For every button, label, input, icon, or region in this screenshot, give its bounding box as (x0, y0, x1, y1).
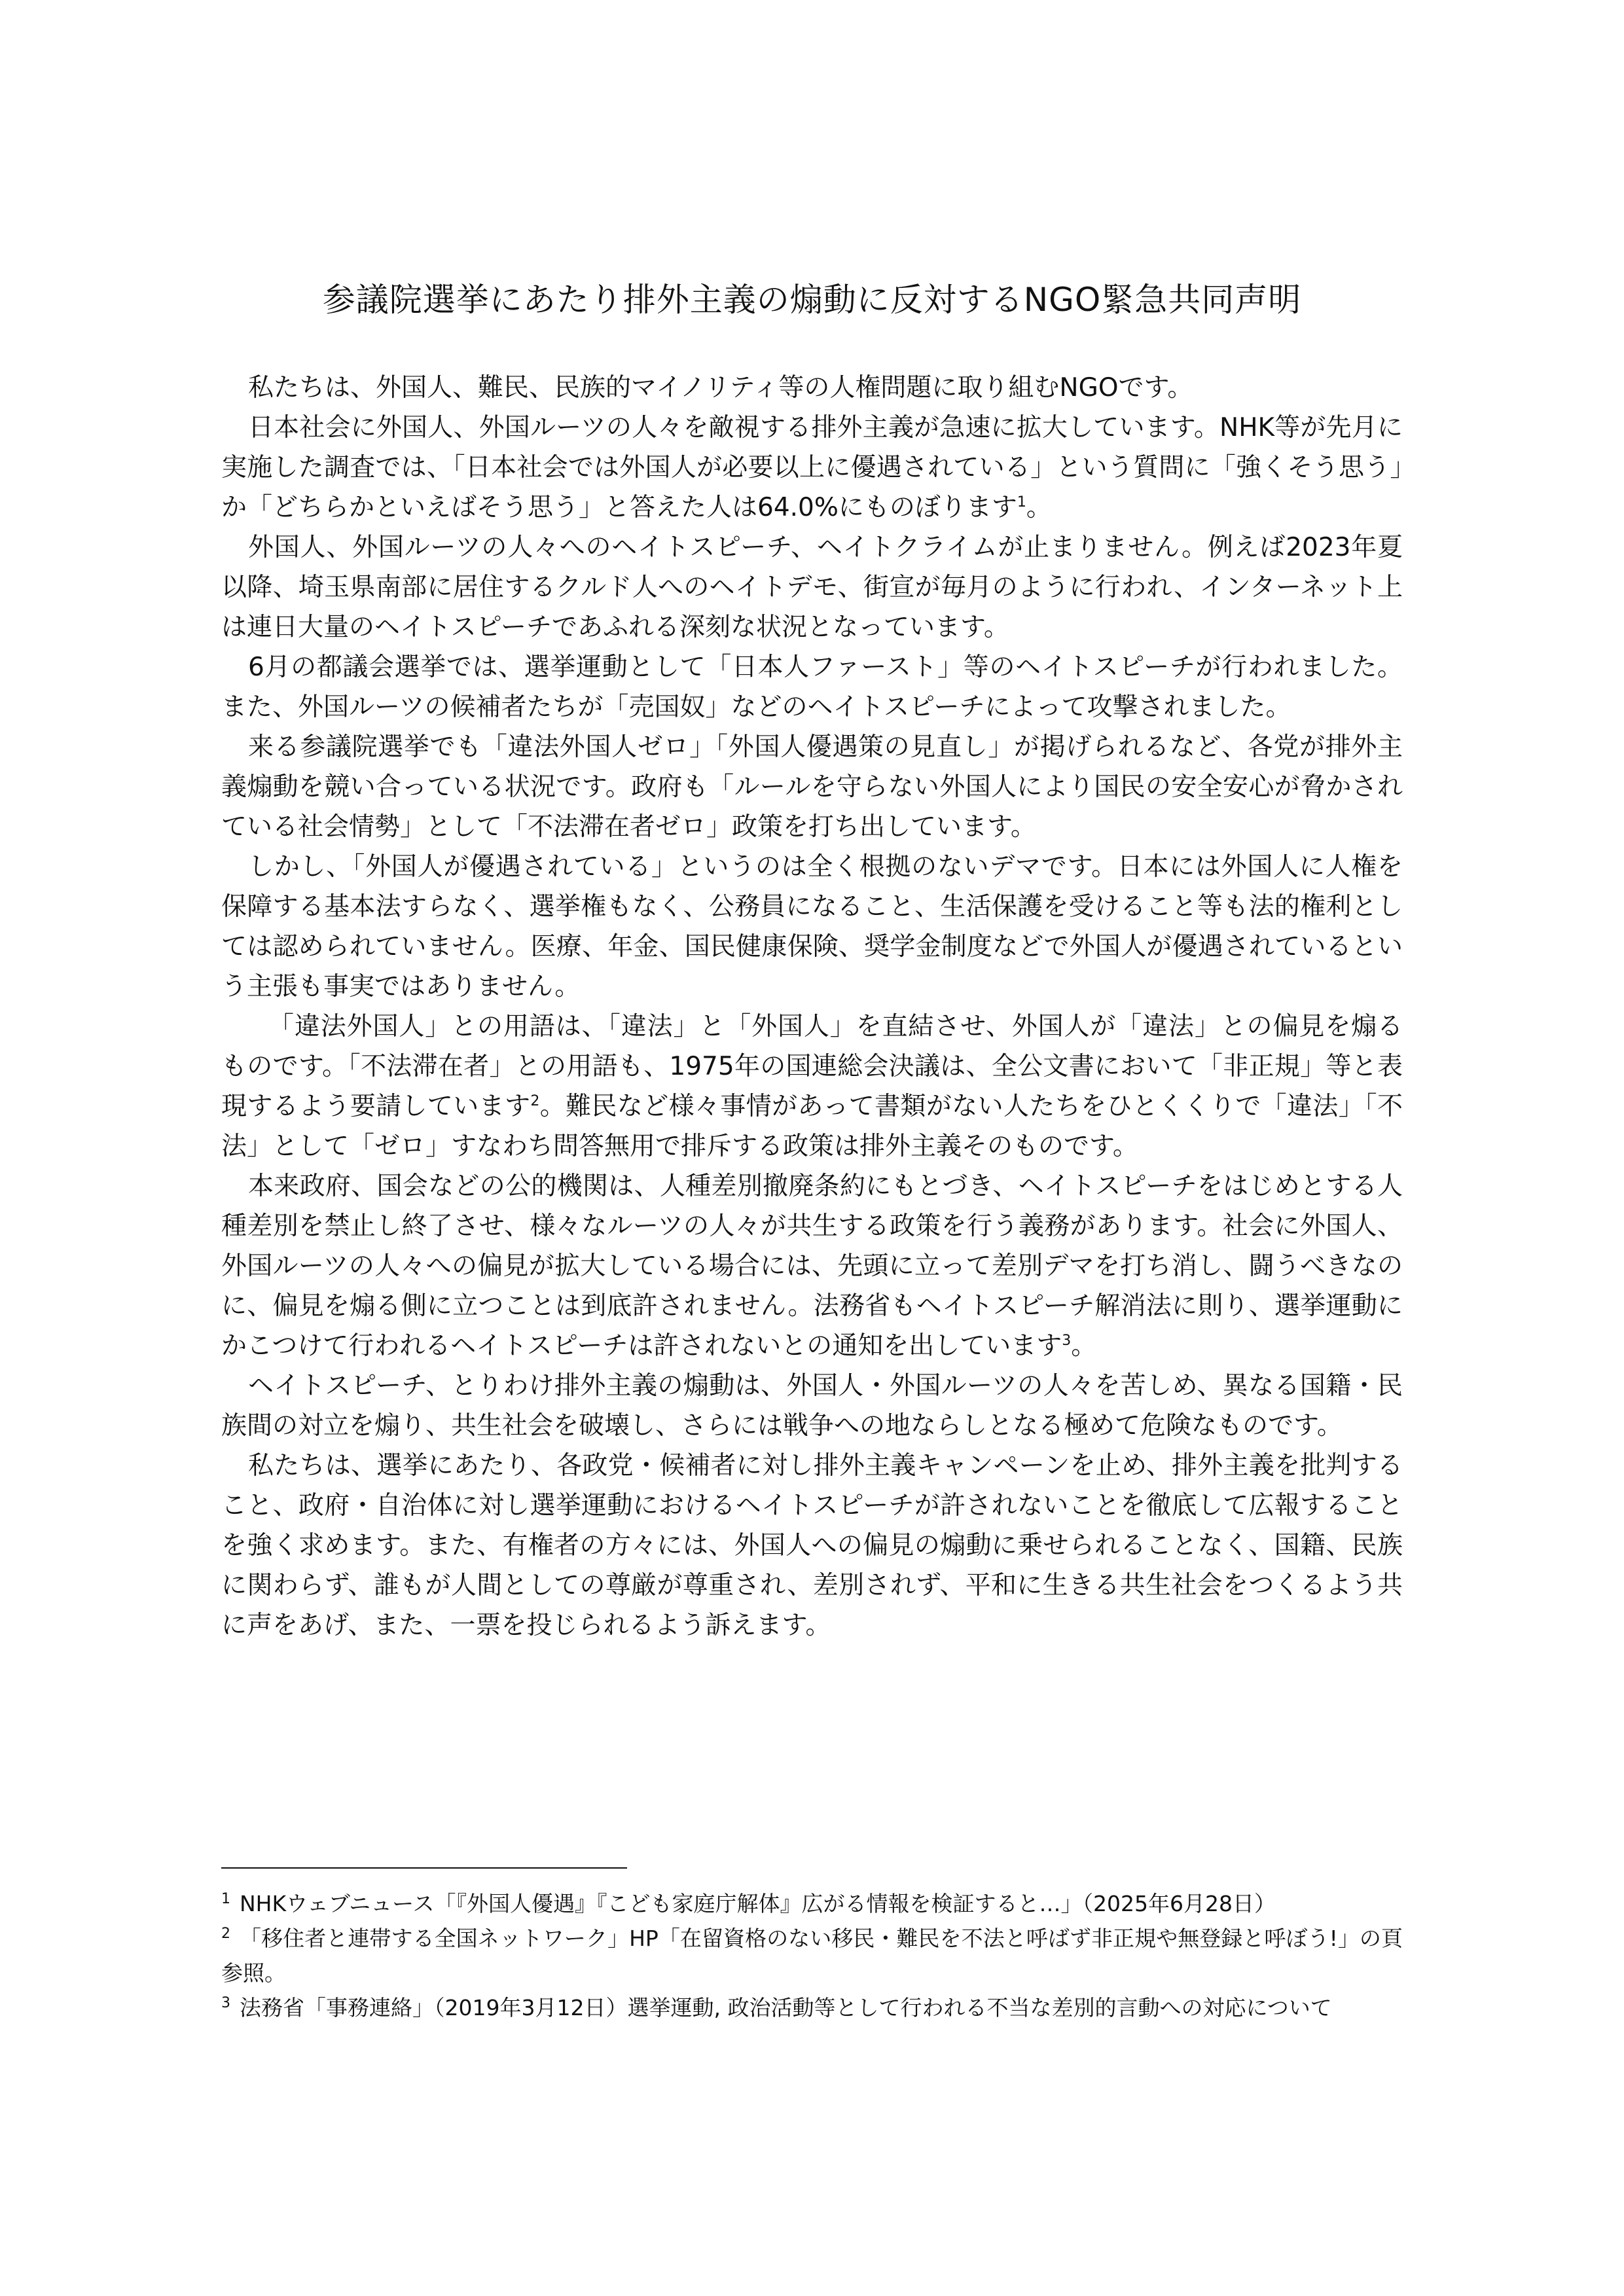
paragraph-text: 日本社会に外国人、外国ルーツの人々を敵視する排外主義が急速に拡大しています。NHK等が先月に実施した調査では、「日本社会では外国人が必要以上に優遇されている」という質問に「強くそう思う」か「どちらかといえばそう思う」と答えた人は64.0%にものぼります (221, 413, 1403, 522)
paragraph-1 (221, 368, 1403, 408)
statement-body (221, 368, 1403, 1645)
footnote-mark: 2 (221, 1926, 230, 1942)
paragraph-10 (221, 1446, 1403, 1645)
paragraph-7 (221, 1007, 1403, 1166)
footnote-divider (221, 1867, 627, 1869)
paragraph-text: 私たちは、選挙にあたり、各政党・候補者に対し排外主義キャンペーンを止め、排外主義を批判すること、政府・自治体に対し選挙運動におけるヘイトスピーチが許されないことを徹底して広報することを強く求めます。また、有権者の方々には、外国人への偏見の煽動に乗せられることなく、国籍、民族に関わらず、誰もが人間としての尊厳が尊重され、差別されず、平和に生きる共生社会をつくるよう共に声をあげ、また、一票を投じられるよう訴えます。 (221, 1451, 1403, 1640)
footnote-text: NHKウェブニュース「『外国人優遇』『こども家庭庁解体』広がる情報を検証すると…」（2025年6月28日） (240, 1891, 1276, 1916)
paragraph-text: 本来政府、国会などの公的機関は、人種差別撤廃条約にもとづき、ヘイトスピーチをはじめとする人種差別を禁止し終了させ、様々なルーツの人々が共生する政策を行う義務があります。社会に外国人、外国ルーツの人々への偏見が拡大している場合には、先頭に立って差別デマを打ち消し、闘うべきなのに、偏見を煽る側に立つことは到底許されません。法務省もヘイトスピーチ解消法に則り、選挙運動にかこつけて行われるヘイトスピーチは許されないとの通知を出しています (221, 1172, 1403, 1361)
paragraph-5 (221, 727, 1403, 847)
paragraph-2 (221, 408, 1403, 528)
paragraph-3 (221, 528, 1403, 647)
paragraph-text: 。 (1071, 1331, 1097, 1361)
footnote-text: 法務省「事務連絡」（2019年3月12日）選挙運動, 政治活動等として行われる不当な差別的言動への対応について (240, 1995, 1332, 2020)
footnote-ref: 3 (1062, 1333, 1072, 1349)
footnotes (221, 1886, 1403, 2025)
paragraph-text: 来る参議院選挙でも「違法外国人ゼロ」「外国人優遇策の見直し」が掲げられるなど、各党が排外主義煽動を競い合っている状況です。政府も「ルールを守らない外国人により国民の安全安心が脅かされている社会情勢」として「不法滞在者ゼロ」政策を打ち出しています。 (221, 732, 1403, 842)
paragraph-text: 外国人、外国ルーツの人々へのヘイトスピーチ、ヘイトクライムが止まりません。例えば2023年夏以降、埼玉県南部に居住するクルド人へのヘイトデモ、街宣が毎月のように行われ、インターネット上は連日大量のヘイトスピーチであふれる深刻な状況となっています。 (221, 533, 1403, 642)
paragraph-9 (221, 1366, 1403, 1446)
paragraph-text: 6月の都議会選挙では、選挙運動として「日本人ファースト」等のヘイトスピーチが行われました。また、外国ルーツの候補者たちが「売国奴」などのヘイトスピーチによって攻撃されました。 (221, 653, 1403, 722)
footnote-text: 「移住者と連帯する全国ネットワーク」HP「在留資格のない移民・難民を不法と呼ばず非正規や無登録と呼ぼう!」の頁参照。 (221, 1926, 1403, 1986)
paragraph-4 (221, 647, 1403, 727)
footnote-mark: 1 (221, 1891, 230, 1907)
paragraph-text: 。 (1026, 493, 1052, 522)
footnote-ref: 2 (530, 1093, 540, 1109)
paragraph-8 (221, 1166, 1403, 1366)
footnote-3 (221, 1990, 1403, 2025)
paragraph-text: しかし、「外国人が優遇されている」というのは全く根拠のないデマです。日本には外国人に人権を保障する基本法すらなく、選挙権もなく、公務員になること、生活保護を受けること等も法的権利としては認められていません。医療、年金、国民健康保険、奨学金制度などで外国人が優遇されているという主張も事実ではありません。 (221, 852, 1403, 1001)
paragraph-text: ヘイトスピーチ、とりわけ排外主義の煽動は、外国人・外国ルーツの人々を苦しめ、異なる国籍・民族間の対立を煽り、共生社会を破壊し、さらには戦争への地ならしとなる極めて危険なものです。 (221, 1371, 1403, 1441)
footnote-ref: 1 (1017, 494, 1026, 511)
page-title: 参議院選挙にあたり排外主義の煽動に反対するNGO緊急共同声明 (322, 281, 1302, 319)
paragraph-text: 私たちは、外国人、難民、民族的マイノリティ等の人権問題に取り組むNGOです。 (248, 373, 1193, 403)
footnote-1 (221, 1886, 1403, 1921)
paragraph-text: 「違法外国人」との用語は、「違法」と「外国人」を直結させ、外国人が「違法」との偏見を煽るものです。「不法滞在者」との用語も、1975年の国連総会決議は、全公文書において「非正規」等と表現するよう要請しています (221, 1012, 1403, 1121)
paragraph-text: 。難民など様々事情があって書類がない人たちをひとくくりで「違法」「不法」として「ゼロ」すなわち問答無用で排斥する政策は排外主義そのものです。 (221, 1092, 1403, 1161)
paragraph-6 (221, 847, 1403, 1007)
footnote-2 (221, 1921, 1403, 1990)
footnote-mark: 3 (221, 1995, 230, 2011)
